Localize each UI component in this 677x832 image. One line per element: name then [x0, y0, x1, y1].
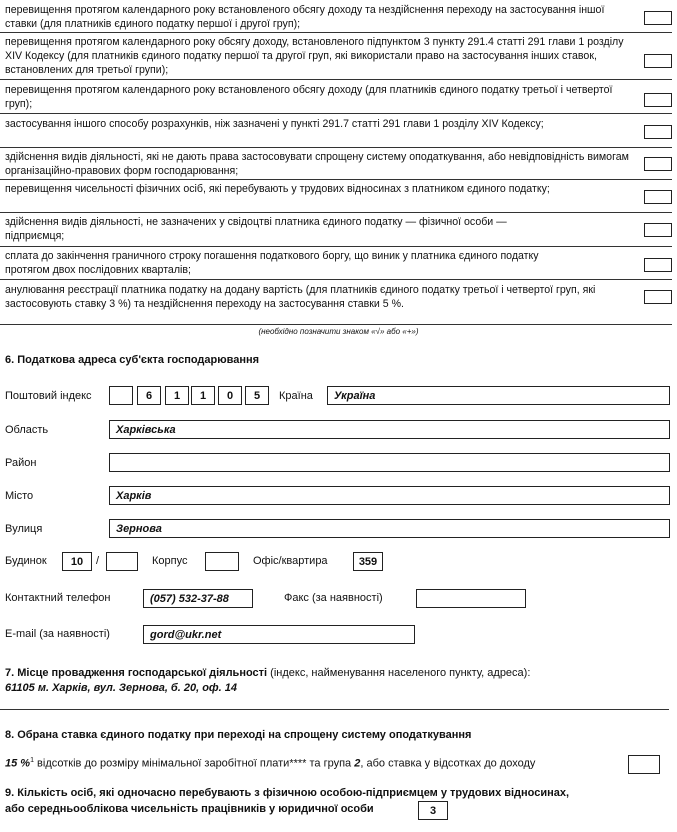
section9-value[interactable]: 3 [418, 801, 448, 820]
divider [0, 324, 672, 325]
divider [0, 246, 672, 247]
postal-digit-cell[interactable]: 6 [137, 386, 161, 405]
reason-checkbox[interactable] [644, 258, 672, 272]
reason-checkbox[interactable] [644, 157, 672, 171]
korpus-field[interactable] [205, 552, 239, 571]
district-label: Район [5, 457, 37, 469]
section8-text2: , або ставка у відсотках до доходу [360, 757, 536, 770]
reason-checkbox[interactable] [644, 290, 672, 304]
reason-checkbox[interactable] [644, 54, 672, 68]
postal-digit-cell[interactable]: 1 [191, 386, 215, 405]
building-separator: / [96, 555, 100, 567]
phone-label: Контактний телефон [5, 592, 111, 604]
reason-checkbox[interactable] [644, 11, 672, 25]
section8-rate-footnote: 1 [30, 757, 34, 764]
section7-title-suffix: (індекс, найменування населеного пункту, адреса): [267, 667, 531, 679]
reason-checkbox[interactable] [644, 125, 672, 139]
reason-checkbox[interactable] [644, 190, 672, 204]
section6-title: 6. Податкова адреса суб'єкта господарювання [5, 354, 260, 366]
building-label: Будинок [5, 555, 47, 567]
postal-digit-cell[interactable]: 5 [245, 386, 269, 405]
section8-text1: відсотків до розміру мінімальної заробітної плати**** та група [33, 757, 355, 770]
divider [0, 212, 672, 213]
phone-field[interactable]: (057) 532-37-88 [143, 589, 253, 608]
section9-line1: 9. Кількість осіб, які одночасно перебувають з фізичною особою-підприємцем у трудових відносинах, [5, 787, 570, 799]
district-field[interactable] [109, 453, 670, 472]
reason-checkbox[interactable] [644, 93, 672, 107]
reason-text: перевищення протягом календарного року встановленого обсягу доходу та нездійснення переходу на застосування іншої ставки (для платників єдиного податку першої і другої груп); [5, 4, 605, 30]
divider [0, 709, 669, 710]
fax-field[interactable] [416, 589, 526, 608]
reason-text: анулювання реєстрації платника податку на додану вартість (для платників єдиного податку третьої і четвертої груп, які застосовують ставку 3 %) та нездійснення переходу на застосування ставки 5 %. [5, 284, 596, 310]
section7-heading [5, 667, 530, 679]
country-label: Країна [279, 390, 313, 402]
section9-line2: або середньооблікова чисельність працівників у юридичної особи [5, 803, 374, 815]
postal-digit-cell[interactable] [109, 386, 133, 405]
divider [0, 279, 672, 280]
section8-group[interactable]: 2 [354, 757, 361, 770]
reason-text: застосування іншого способу розрахунків, ніж зазначені у пункті 291.7 статті 291 глави 1 розділу XIV Кодексу; [5, 118, 544, 130]
office-field[interactable]: 359 [353, 552, 383, 571]
building-part-field[interactable] [106, 552, 138, 571]
office-label: Офіс/квартира [253, 555, 328, 567]
section8-rate[interactable]: 15 % [5, 757, 31, 770]
reason-text: перевищення чисельності фізичних осіб, які перебувають у трудових відносинах з платником єдиного податку; [5, 183, 550, 195]
reason-text: здійснення видів діяльності, які не дають права застосовувати спрощену систему оподаткування, або невідповідність вимогам організаційно-правових форм господарювання; [5, 151, 629, 177]
postal-label: Поштовий індекс [5, 390, 92, 402]
email-label: E-mail (за наявності) [5, 628, 110, 640]
reason-text: сплата до закінчення граничного строку погашення податкового боргу, що виник у платника єдиного податку протягом двох послідовних кварталів; [5, 250, 539, 276]
region-field[interactable]: Харківська [109, 420, 670, 439]
section8-rate-line [5, 757, 535, 770]
building-field[interactable]: 10 [62, 552, 92, 571]
reason-text: здійснення видів діяльності, не зазначених у свідоцтві платника єдиного податку — фізичної особи — підприємця; [5, 216, 507, 242]
income-rate-field[interactable] [628, 755, 660, 774]
divider [0, 32, 672, 33]
divider [0, 113, 672, 114]
fax-label: Факс (за наявності) [284, 592, 383, 604]
divider [0, 79, 672, 80]
country-field[interactable]: Україна [327, 386, 670, 405]
reason-checkbox[interactable] [644, 223, 672, 237]
city-field[interactable]: Харків [109, 486, 670, 505]
section8-title: 8. Обрана ставка єдиного податку при переході на спрощену систему оподаткування [5, 729, 472, 741]
reason-text: перевищення протягом календарного року встановленого обсягу доходу (для платників єдиного податку третьої і четвертої груп); [5, 84, 613, 110]
section7-value[interactable]: 61105 м. Харків, вул. Зернова, б. 20, оф. 14 [5, 682, 238, 694]
reason-text: перевищення протягом календарного року обсягу доходу, встановленого підпунктом 3 пункту 291.4 статті 291 глави 1 розділу XIV Кодексу (для платників єдиного податку першої та другої груп, які використали право на застосування інших ставок, встановлених для третьої групи); [5, 36, 624, 76]
street-field[interactable]: Зернова [109, 519, 670, 538]
city-label: Місто [5, 490, 34, 502]
divider [0, 179, 672, 180]
divider [0, 147, 672, 148]
postal-digit-cell[interactable]: 1 [165, 386, 189, 405]
korpus-label: Корпус [152, 555, 188, 567]
email-field[interactable]: gord@ukr.net [143, 625, 415, 644]
postal-digit-cell[interactable]: 0 [218, 386, 242, 405]
mark-note: (необхідно позначити знаком «√» або «+») [258, 327, 419, 336]
region-label: Область [5, 424, 49, 436]
street-label: Вулиця [5, 523, 43, 535]
section7-title: 7. Місце провадження господарської діяльності [5, 667, 268, 679]
